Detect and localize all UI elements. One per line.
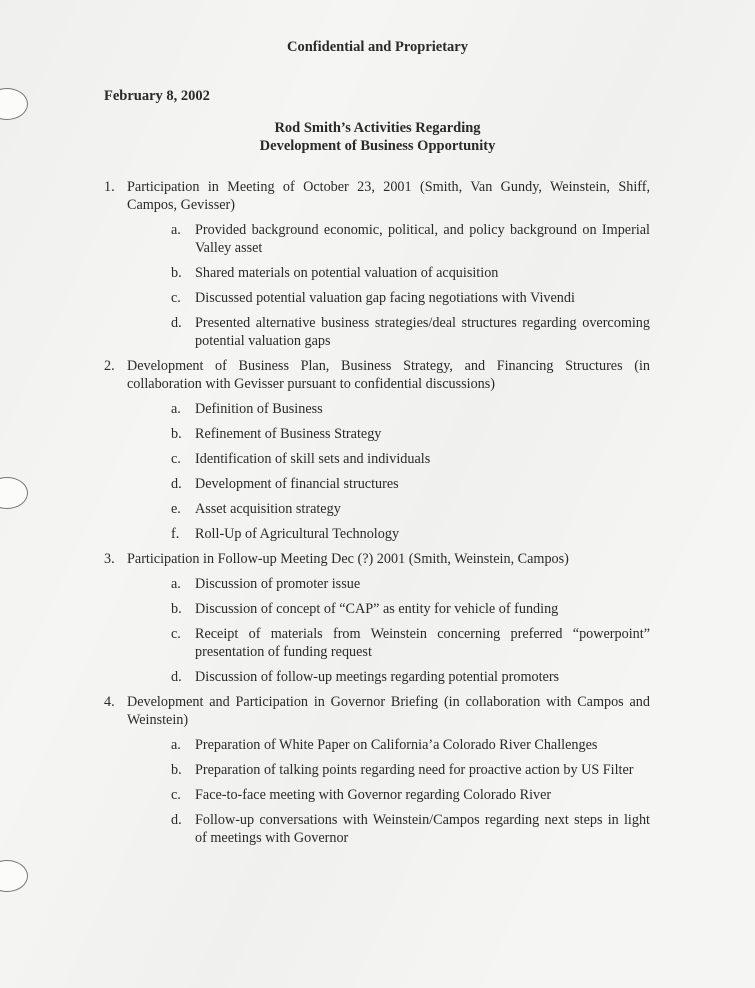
sub-item-letter: a. [171, 737, 181, 753]
sub-item-text: Face-to-face meeting with Governor regarding Colorado River [195, 787, 552, 803]
title-line-2: Development of Business Opportunity [259, 138, 496, 154]
sub-item [127, 625, 650, 661]
list-item [104, 357, 650, 543]
list-item [104, 693, 650, 847]
sub-item-letter: a. [171, 576, 181, 592]
sub-list [127, 400, 650, 543]
item-number: 2. [104, 358, 115, 374]
sub-item-text: Roll-Up of Agricultural Technology [195, 526, 400, 542]
sub-item [127, 425, 650, 443]
sub-item-letter: f. [171, 526, 180, 542]
sub-item-letter: c. [171, 451, 181, 467]
sub-item-text: Discussion of concept of “CAP” as entity for vehicle of funding [195, 601, 559, 617]
item-number: 4. [104, 694, 115, 710]
item-number: 1. [104, 179, 115, 195]
sub-item-letter: d. [171, 669, 182, 685]
sub-item-letter: d. [171, 812, 182, 828]
sub-item-letter: e. [171, 501, 181, 517]
item-text: Development and Participation in Governor Briefing (in collaboration with Campos and Weinstein) [127, 694, 650, 728]
sub-item-letter: a. [171, 222, 181, 238]
sub-item-letter: c. [171, 626, 181, 642]
sub-item [127, 811, 650, 847]
sub-item-letter: b. [171, 426, 182, 442]
sub-item-text: Discussion of promoter issue [195, 576, 361, 592]
sub-item-letter: b. [171, 762, 182, 778]
sub-item [127, 786, 650, 804]
faded-stamp [213, 688, 305, 727]
sub-item-letter: a. [171, 401, 181, 417]
sub-list [127, 221, 650, 350]
sub-item-letter: b. [171, 265, 182, 281]
sub-item [127, 736, 650, 754]
sub-item-text: Receipt of materials from Weinstein concerning preferred “powerpoint” presentation of funding request [195, 626, 650, 660]
list-item [104, 550, 650, 686]
punch-hole [0, 477, 28, 509]
sub-item-letter: c. [171, 787, 181, 803]
sub-item-text: Discussion of follow-up meetings regarding potential promoters [195, 669, 560, 685]
punch-hole [0, 860, 28, 892]
sub-item [127, 289, 650, 307]
item-text: Development of Business Plan, Business Strategy, and Financing Structures (in collaboration with Gevisser pursuant to confidential discussions) [127, 358, 650, 392]
sub-item-text: Preparation of talking points regarding need for proactive action by US Filter [195, 762, 634, 778]
sub-item [127, 500, 650, 518]
sub-item-text: Discussed potential valuation gap facing negotiations with Vivendi [195, 290, 575, 306]
sub-item-text: Preparation of White Paper on California’a Colorado River Challenges [195, 737, 598, 753]
punch-hole [0, 88, 28, 120]
sub-item [127, 264, 650, 282]
activity-list [104, 178, 650, 854]
sub-item-text: Development of financial structures [195, 476, 399, 492]
sub-item-text: Identification of skill sets and individuals [195, 451, 431, 467]
item-number: 3. [104, 551, 115, 567]
sub-item [127, 761, 650, 779]
sub-list [127, 736, 650, 847]
document-date: February 8, 2002 [104, 88, 210, 104]
sub-item [127, 314, 650, 350]
sub-item-text: Provided background economic, political, and policy background on Imperial Valley asset [195, 222, 650, 256]
sub-item-text: Definition of Business [195, 401, 323, 417]
sub-item-letter: c. [171, 290, 181, 306]
list-item [104, 178, 650, 350]
sub-item-text: Follow-up conversations with Weinstein/Campos regarding next steps in light of meetings with Governor [195, 812, 650, 846]
sub-item-letter: b. [171, 601, 182, 617]
sub-item [127, 600, 650, 618]
sub-item [127, 668, 650, 686]
sub-item-letter: d. [171, 476, 182, 492]
sub-item [127, 221, 650, 257]
item-text: Participation in Follow-up Meeting Dec (?) 2001 (Smith, Weinstein, Campos) [127, 551, 569, 567]
sub-item [127, 475, 650, 493]
confidential-header: Confidential and Proprietary [287, 39, 468, 55]
sub-item [127, 575, 650, 593]
sub-item-letter: d. [171, 315, 182, 331]
sub-item-text: Shared materials on potential valuation of acquisition [195, 265, 499, 281]
document-title [0, 119, 755, 155]
sub-item [127, 400, 650, 418]
sub-item [127, 450, 650, 468]
title-line-1: Rod Smith’s Activities Regarding [274, 120, 481, 136]
sub-item-text: Presented alternative business strategies/deal structures regarding overcoming potential valuation gaps [195, 315, 650, 349]
sub-list [127, 575, 650, 686]
sub-item-text: Asset acquisition strategy [195, 501, 341, 517]
item-text: Participation in Meeting of October 23, 2001 (Smith, Van Gundy, Weinstein, Shiff, Campos, Gevisser) [127, 179, 650, 213]
sub-item [127, 525, 650, 543]
sub-item-text: Refinement of Business Strategy [195, 426, 382, 442]
